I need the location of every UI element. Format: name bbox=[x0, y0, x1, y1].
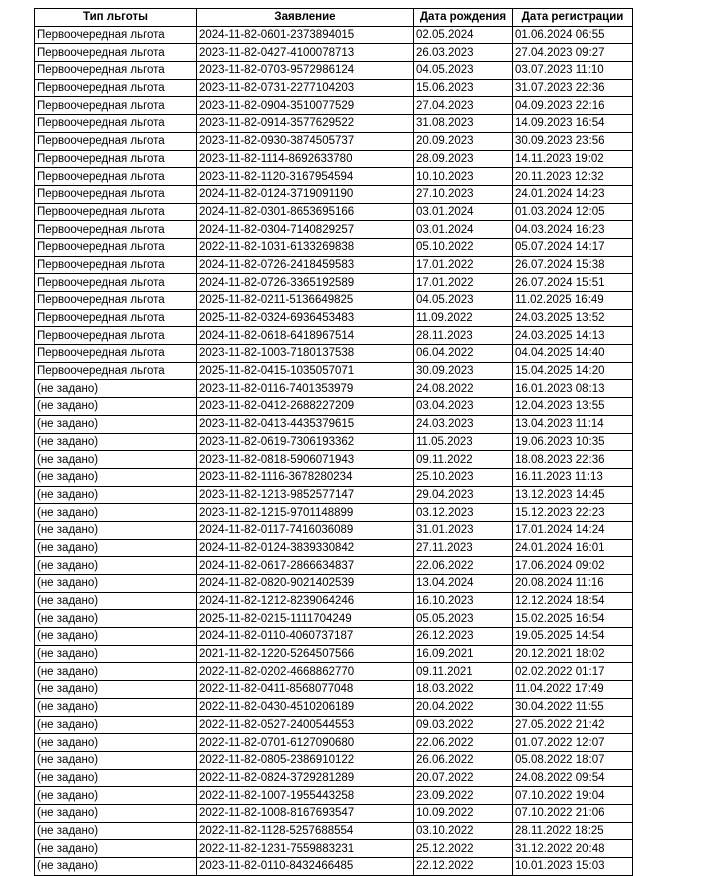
cell-birth-date: 24.08.2022 bbox=[414, 380, 513, 398]
cell-application: 2022-11-82-1031-6133269838 bbox=[197, 238, 414, 256]
table-row bbox=[35, 698, 633, 716]
table-row bbox=[35, 115, 633, 133]
table-row bbox=[35, 769, 633, 787]
cell-birth-date: 09.11.2021 bbox=[414, 663, 513, 681]
cell-application: 2023-11-82-0619-7306193362 bbox=[197, 433, 414, 451]
cell-benefit-type: (не задано) bbox=[35, 398, 197, 416]
cell-application: 2022-11-82-0202-4668862770 bbox=[197, 663, 414, 681]
cell-application: 2025-11-82-0215-1111704249 bbox=[197, 610, 414, 628]
cell-registration-date: 11.04.2022 17:49 bbox=[513, 681, 633, 699]
cell-birth-date: 05.05.2023 bbox=[414, 610, 513, 628]
cell-registration-date: 17.01.2024 14:24 bbox=[513, 521, 633, 539]
cell-application: 2023-11-82-0731-2277104203 bbox=[197, 79, 414, 97]
cell-birth-date: 27.11.2023 bbox=[414, 539, 513, 557]
table-row bbox=[35, 79, 633, 97]
cell-birth-date: 05.10.2022 bbox=[414, 238, 513, 256]
table-row bbox=[35, 362, 633, 380]
cell-benefit-type: Первоочередная льгота bbox=[35, 97, 197, 115]
cell-benefit-type: Первоочередная льгота bbox=[35, 168, 197, 186]
table-row bbox=[35, 804, 633, 822]
cell-birth-date: 03.12.2023 bbox=[414, 504, 513, 522]
cell-application: 2022-11-82-1008-8167693547 bbox=[197, 804, 414, 822]
cell-benefit-type: Первоочередная льгота bbox=[35, 132, 197, 150]
cell-benefit-type: (не задано) bbox=[35, 716, 197, 734]
table-row bbox=[35, 185, 633, 203]
table-row bbox=[35, 575, 633, 593]
cell-benefit-type: Первоочередная льгота bbox=[35, 115, 197, 133]
cell-benefit-type: (не задано) bbox=[35, 415, 197, 433]
cell-birth-date: 26.12.2023 bbox=[414, 628, 513, 646]
table-row bbox=[35, 345, 633, 363]
cell-birth-date: 28.09.2023 bbox=[414, 150, 513, 168]
cell-registration-date: 26.07.2024 15:38 bbox=[513, 256, 633, 274]
table-row bbox=[35, 610, 633, 628]
cell-registration-date: 02.02.2022 01:17 bbox=[513, 663, 633, 681]
table-row bbox=[35, 451, 633, 469]
cell-birth-date: 03.10.2022 bbox=[414, 822, 513, 840]
cell-registration-date: 20.08.2024 11:16 bbox=[513, 575, 633, 593]
cell-birth-date: 09.11.2022 bbox=[414, 451, 513, 469]
cell-registration-date: 07.10.2022 19:04 bbox=[513, 787, 633, 805]
table-row bbox=[35, 504, 633, 522]
cell-birth-date: 10.10.2023 bbox=[414, 168, 513, 186]
table-row bbox=[35, 380, 633, 398]
cell-benefit-type: Первоочередная льгота bbox=[35, 362, 197, 380]
cell-application: 2024-11-82-0124-3839330842 bbox=[197, 539, 414, 557]
cell-application: 2022-11-82-0411-8568077048 bbox=[197, 681, 414, 699]
cell-registration-date: 17.06.2024 09:02 bbox=[513, 557, 633, 575]
cell-application: 2024-11-82-0618-6418967514 bbox=[197, 327, 414, 345]
table-row bbox=[35, 256, 633, 274]
cell-application: 2022-11-82-1007-1955443258 bbox=[197, 787, 414, 805]
cell-benefit-type: Первоочередная льгота bbox=[35, 44, 197, 62]
cell-benefit-type: Первоочередная льгота bbox=[35, 185, 197, 203]
cell-registration-date: 31.07.2023 22:36 bbox=[513, 79, 633, 97]
cell-registration-date: 13.04.2023 11:14 bbox=[513, 415, 633, 433]
cell-application: 2022-11-82-1128-5257688554 bbox=[197, 822, 414, 840]
cell-benefit-type: Первоочередная льгота bbox=[35, 256, 197, 274]
cell-application: 2025-11-82-0324-6936453483 bbox=[197, 309, 414, 327]
cell-application: 2022-11-82-0701-6127090680 bbox=[197, 734, 414, 752]
cell-registration-date: 27.05.2022 21:42 bbox=[513, 716, 633, 734]
cell-birth-date: 15.06.2023 bbox=[414, 79, 513, 97]
cell-registration-date: 04.04.2025 14:40 bbox=[513, 345, 633, 363]
cell-birth-date: 26.03.2023 bbox=[414, 44, 513, 62]
cell-application: 2023-11-82-0930-3874505737 bbox=[197, 132, 414, 150]
cell-application: 2023-11-82-0110-8432466485 bbox=[197, 858, 414, 876]
cell-application: 2024-11-82-0304-7140829257 bbox=[197, 221, 414, 239]
cell-benefit-type: (не задано) bbox=[35, 575, 197, 593]
table-row bbox=[35, 787, 633, 805]
table-row bbox=[35, 150, 633, 168]
table-row bbox=[35, 398, 633, 416]
cell-birth-date: 30.09.2023 bbox=[414, 362, 513, 380]
table-row bbox=[35, 168, 633, 186]
table-row bbox=[35, 327, 633, 345]
cell-birth-date: 16.10.2023 bbox=[414, 592, 513, 610]
cell-benefit-type: (не задано) bbox=[35, 557, 197, 575]
cell-application: 2023-11-82-0904-3510077529 bbox=[197, 97, 414, 115]
cell-birth-date: 20.09.2023 bbox=[414, 132, 513, 150]
cell-application: 2023-11-82-0427-4100078713 bbox=[197, 44, 414, 62]
cell-application: 2023-11-82-0818-5906071943 bbox=[197, 451, 414, 469]
cell-application: 2022-11-82-0805-2386910122 bbox=[197, 751, 414, 769]
table-row bbox=[35, 557, 633, 575]
cell-registration-date: 01.07.2022 12:07 bbox=[513, 734, 633, 752]
cell-registration-date: 05.08.2022 18:07 bbox=[513, 751, 633, 769]
table-row bbox=[35, 309, 633, 327]
cell-birth-date: 04.05.2023 bbox=[414, 292, 513, 310]
cell-benefit-type: (не задано) bbox=[35, 645, 197, 663]
cell-application: 2024-11-82-0820-9021402539 bbox=[197, 575, 414, 593]
cell-benefit-type: (не задано) bbox=[35, 433, 197, 451]
table-row bbox=[35, 486, 633, 504]
cell-application: 2023-11-82-1213-9852577147 bbox=[197, 486, 414, 504]
table-row bbox=[35, 521, 633, 539]
cell-application: 2023-11-82-0116-7401353979 bbox=[197, 380, 414, 398]
cell-application: 2023-11-82-1003-7180137538 bbox=[197, 345, 414, 363]
table-row bbox=[35, 26, 633, 44]
cell-birth-date: 02.05.2024 bbox=[414, 26, 513, 44]
cell-benefit-type: (не задано) bbox=[35, 539, 197, 557]
cell-birth-date: 17.01.2022 bbox=[414, 274, 513, 292]
cell-application: 2022-11-82-0430-4510206189 bbox=[197, 698, 414, 716]
cell-application: 2024-11-82-0726-2418459583 bbox=[197, 256, 414, 274]
cell-birth-date: 27.04.2023 bbox=[414, 97, 513, 115]
cell-application: 2023-11-82-0703-9572986124 bbox=[197, 62, 414, 80]
cell-registration-date: 24.01.2024 14:23 bbox=[513, 185, 633, 203]
cell-application: 2024-11-82-0617-2866634837 bbox=[197, 557, 414, 575]
header-benefit-type: Тип льготы bbox=[35, 9, 197, 27]
table-row bbox=[35, 221, 633, 239]
cell-birth-date: 24.03.2023 bbox=[414, 415, 513, 433]
table-row bbox=[35, 238, 633, 256]
cell-registration-date: 30.09.2023 23:56 bbox=[513, 132, 633, 150]
table-row bbox=[35, 751, 633, 769]
cell-registration-date: 12.04.2023 13:55 bbox=[513, 398, 633, 416]
table-row bbox=[35, 734, 633, 752]
cell-benefit-type: (не задано) bbox=[35, 592, 197, 610]
cell-benefit-type: (не задано) bbox=[35, 787, 197, 805]
cell-application: 2023-11-82-1120-3167954594 bbox=[197, 168, 414, 186]
cell-birth-date: 20.07.2022 bbox=[414, 769, 513, 787]
cell-application: 2022-11-82-0527-2400544553 bbox=[197, 716, 414, 734]
cell-registration-date: 30.04.2022 11:55 bbox=[513, 698, 633, 716]
table-row bbox=[35, 539, 633, 557]
cell-application: 2023-11-82-1215-9701148899 bbox=[197, 504, 414, 522]
cell-application: 2024-11-82-0301-8653695166 bbox=[197, 203, 414, 221]
cell-registration-date: 19.05.2025 14:54 bbox=[513, 628, 633, 646]
cell-application: 2023-11-82-1114-8692633780 bbox=[197, 150, 414, 168]
cell-birth-date: 17.01.2022 bbox=[414, 256, 513, 274]
cell-birth-date: 29.04.2023 bbox=[414, 486, 513, 504]
table-row bbox=[35, 292, 633, 310]
cell-benefit-type: Первоочередная льгота bbox=[35, 238, 197, 256]
cell-application: 2023-11-82-0412-2688227209 bbox=[197, 398, 414, 416]
cell-birth-date: 22.06.2022 bbox=[414, 557, 513, 575]
cell-benefit-type: Первоочередная льгота bbox=[35, 274, 197, 292]
table-row bbox=[35, 716, 633, 734]
cell-application: 2023-11-82-0914-3577629522 bbox=[197, 115, 414, 133]
cell-application: 2022-11-82-1231-7559883231 bbox=[197, 840, 414, 858]
cell-benefit-type: Первоочередная льгота bbox=[35, 292, 197, 310]
cell-benefit-type: (не задано) bbox=[35, 486, 197, 504]
cell-birth-date: 25.12.2022 bbox=[414, 840, 513, 858]
table-row bbox=[35, 840, 633, 858]
cell-registration-date: 18.08.2023 22:36 bbox=[513, 451, 633, 469]
cell-registration-date: 16.11.2023 11:13 bbox=[513, 468, 633, 486]
cell-benefit-type: Первоочередная льгота bbox=[35, 79, 197, 97]
table-row bbox=[35, 44, 633, 62]
cell-birth-date: 06.04.2022 bbox=[414, 345, 513, 363]
cell-registration-date: 10.01.2023 15:03 bbox=[513, 858, 633, 876]
cell-registration-date: 26.07.2024 15:51 bbox=[513, 274, 633, 292]
table-row bbox=[35, 681, 633, 699]
cell-registration-date: 04.09.2023 22:16 bbox=[513, 97, 633, 115]
cell-birth-date: 31.08.2023 bbox=[414, 115, 513, 133]
cell-registration-date: 24.08.2022 09:54 bbox=[513, 769, 633, 787]
cell-registration-date: 28.11.2022 18:25 bbox=[513, 822, 633, 840]
cell-registration-date: 13.12.2023 14:45 bbox=[513, 486, 633, 504]
cell-birth-date: 20.04.2022 bbox=[414, 698, 513, 716]
cell-registration-date: 16.01.2023 08:13 bbox=[513, 380, 633, 398]
header-row bbox=[35, 9, 633, 27]
cell-registration-date: 05.07.2024 14:17 bbox=[513, 238, 633, 256]
cell-birth-date: 09.03.2022 bbox=[414, 716, 513, 734]
cell-birth-date: 18.03.2022 bbox=[414, 681, 513, 699]
cell-registration-date: 24.01.2024 16:01 bbox=[513, 539, 633, 557]
cell-registration-date: 01.06.2024 06:55 bbox=[513, 26, 633, 44]
table-row bbox=[35, 433, 633, 451]
cell-application: 2024-11-82-0110-4060737187 bbox=[197, 628, 414, 646]
applications-table bbox=[34, 8, 633, 876]
cell-registration-date: 01.03.2024 12:05 bbox=[513, 203, 633, 221]
cell-benefit-type: (не задано) bbox=[35, 521, 197, 539]
table-row bbox=[35, 132, 633, 150]
cell-birth-date: 23.09.2022 bbox=[414, 787, 513, 805]
cell-registration-date: 20.12.2021 18:02 bbox=[513, 645, 633, 663]
cell-birth-date: 11.09.2022 bbox=[414, 309, 513, 327]
cell-benefit-type: Первоочередная льгота bbox=[35, 221, 197, 239]
header-registration-date: Дата регистрации bbox=[513, 9, 633, 27]
cell-registration-date: 07.10.2022 21:06 bbox=[513, 804, 633, 822]
cell-application: 2023-11-82-1116-3678280234 bbox=[197, 468, 414, 486]
table-row bbox=[35, 592, 633, 610]
cell-benefit-type: (не задано) bbox=[35, 751, 197, 769]
table-row bbox=[35, 274, 633, 292]
table-row bbox=[35, 62, 633, 80]
cell-registration-date: 14.09.2023 16:54 bbox=[513, 115, 633, 133]
cell-birth-date: 16.09.2021 bbox=[414, 645, 513, 663]
table-row bbox=[35, 97, 633, 115]
header-birth-date: Дата рождения bbox=[414, 9, 513, 27]
cell-registration-date: 12.12.2024 18:54 bbox=[513, 592, 633, 610]
cell-registration-date: 04.03.2024 16:23 bbox=[513, 221, 633, 239]
cell-registration-date: 24.03.2025 14:13 bbox=[513, 327, 633, 345]
cell-benefit-type: (не задано) bbox=[35, 628, 197, 646]
cell-registration-date: 19.06.2023 10:35 bbox=[513, 433, 633, 451]
cell-benefit-type: (не задано) bbox=[35, 734, 197, 752]
cell-registration-date: 11.02.2025 16:49 bbox=[513, 292, 633, 310]
cell-registration-date: 24.03.2025 13:52 bbox=[513, 309, 633, 327]
cell-application: 2022-11-82-0824-3729281289 bbox=[197, 769, 414, 787]
cell-benefit-type: (не задано) bbox=[35, 468, 197, 486]
cell-application: 2021-11-82-1220-5264507566 bbox=[197, 645, 414, 663]
table-row bbox=[35, 663, 633, 681]
cell-registration-date: 03.07.2023 11:10 bbox=[513, 62, 633, 80]
table-row bbox=[35, 415, 633, 433]
table-row bbox=[35, 858, 633, 876]
cell-application: 2025-11-82-0415-1035057071 bbox=[197, 362, 414, 380]
cell-birth-date: 25.10.2023 bbox=[414, 468, 513, 486]
cell-benefit-type: Первоочередная льгота bbox=[35, 345, 197, 363]
cell-benefit-type: Первоочередная льгота bbox=[35, 309, 197, 327]
cell-application: 2024-11-82-1212-8239064246 bbox=[197, 592, 414, 610]
cell-benefit-type: (не задано) bbox=[35, 663, 197, 681]
cell-benefit-type: Первоочередная льгота bbox=[35, 150, 197, 168]
cell-birth-date: 03.01.2024 bbox=[414, 221, 513, 239]
cell-application: 2025-11-82-0211-5136649825 bbox=[197, 292, 414, 310]
cell-registration-date: 15.02.2025 16:54 bbox=[513, 610, 633, 628]
cell-application: 2024-11-82-0117-7416036089 bbox=[197, 521, 414, 539]
cell-birth-date: 27.10.2023 bbox=[414, 185, 513, 203]
cell-birth-date: 03.04.2023 bbox=[414, 398, 513, 416]
cell-benefit-type: (не задано) bbox=[35, 840, 197, 858]
cell-registration-date: 31.12.2022 20:48 bbox=[513, 840, 633, 858]
cell-birth-date: 22.06.2022 bbox=[414, 734, 513, 752]
cell-birth-date: 31.01.2023 bbox=[414, 521, 513, 539]
cell-benefit-type: (не задано) bbox=[35, 804, 197, 822]
cell-birth-date: 04.05.2023 bbox=[414, 62, 513, 80]
table-row bbox=[35, 628, 633, 646]
cell-application: 2024-11-82-0601-2373894015 bbox=[197, 26, 414, 44]
cell-birth-date: 22.12.2022 bbox=[414, 858, 513, 876]
cell-benefit-type: (не задано) bbox=[35, 451, 197, 469]
cell-benefit-type: (не задано) bbox=[35, 769, 197, 787]
cell-benefit-type: Первоочередная льгота bbox=[35, 26, 197, 44]
cell-birth-date: 28.11.2023 bbox=[414, 327, 513, 345]
cell-benefit-type: Первоочередная льгота bbox=[35, 203, 197, 221]
cell-benefit-type: (не задано) bbox=[35, 698, 197, 716]
cell-benefit-type: (не задано) bbox=[35, 822, 197, 840]
cell-birth-date: 10.09.2022 bbox=[414, 804, 513, 822]
cell-benefit-type: (не задано) bbox=[35, 504, 197, 522]
cell-benefit-type: (не задано) bbox=[35, 858, 197, 876]
cell-birth-date: 11.05.2023 bbox=[414, 433, 513, 451]
cell-birth-date: 26.06.2022 bbox=[414, 751, 513, 769]
cell-birth-date: 03.01.2024 bbox=[414, 203, 513, 221]
cell-registration-date: 27.04.2023 09:27 bbox=[513, 44, 633, 62]
table-row bbox=[35, 468, 633, 486]
cell-application: 2024-11-82-0726-3365192589 bbox=[197, 274, 414, 292]
table-row bbox=[35, 645, 633, 663]
cell-benefit-type: (не задано) bbox=[35, 610, 197, 628]
cell-benefit-type: Первоочередная льгота bbox=[35, 62, 197, 80]
table-row bbox=[35, 822, 633, 840]
cell-benefit-type: (не задано) bbox=[35, 380, 197, 398]
cell-birth-date: 13.04.2024 bbox=[414, 575, 513, 593]
cell-benefit-type: (не задано) bbox=[35, 681, 197, 699]
table-row bbox=[35, 203, 633, 221]
cell-registration-date: 15.12.2023 22:23 bbox=[513, 504, 633, 522]
cell-registration-date: 14.11.2023 19:02 bbox=[513, 150, 633, 168]
cell-benefit-type: Первоочередная льгота bbox=[35, 327, 197, 345]
cell-registration-date: 15.04.2025 14:20 bbox=[513, 362, 633, 380]
cell-registration-date: 20.11.2023 12:32 bbox=[513, 168, 633, 186]
header-application: Заявление bbox=[197, 9, 414, 27]
cell-application: 2023-11-82-0413-4435379615 bbox=[197, 415, 414, 433]
cell-application: 2024-11-82-0124-3719091190 bbox=[197, 185, 414, 203]
